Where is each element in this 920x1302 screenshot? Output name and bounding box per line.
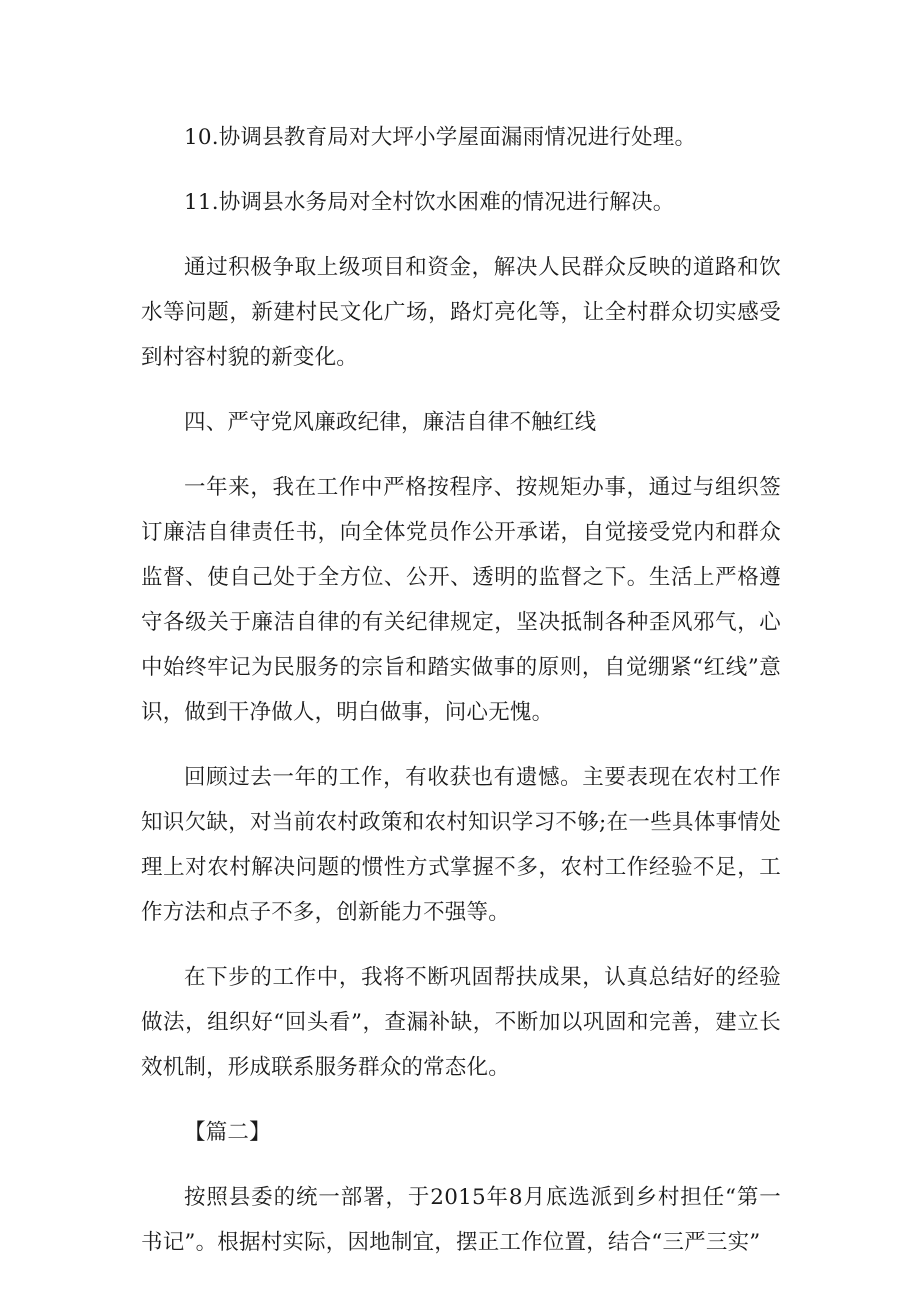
paragraph-item-10: 10.协调县教育局对大坪小学屋面漏雨情况进行处理。	[184, 125, 697, 150]
paragraph-next-steps: 在下步的工作中，我将不断巩固帮扶成果，认真总结好的经验做法，组织好“回头看”，查漏补缺，不断加以巩固和完善，建立长效机制，形成联系服务群众的常态化。	[141, 965, 781, 1080]
section-heading-discipline: 四、严守党风廉政纪律，廉洁自律不触红线	[184, 410, 597, 435]
document-body	[141, 115, 781, 1285]
paragraph-part-two-intro: 按照县委的统一部署，于2015年8月底选派到乡村担任“第一书记”。根据村实际，因地制宜，摆正工作位置，结合“三严三实”	[141, 1185, 781, 1255]
paragraph-review: 回顾过去一年的工作，有收获也有遗憾。主要表现在农村工作知识欠缺，对当前农村政策和农村知识学习不够;在一些具体事情处理上对农村解决问题的惯性方式掌握不多，农村工作经验不足，工作方法和点子不多，创新能力不强等。	[141, 765, 781, 925]
paragraph-item-11: 11.协调县水务局对全村饮水困难的情况进行解决。	[184, 190, 675, 215]
section-label-part-two: 【篇二】	[184, 1120, 271, 1145]
paragraph-self-discipline: 一年来，我在工作中严格按程序、按规矩办事，通过与组织签订廉洁自律责任书，向全体党员作公开承诺，自觉接受党内和群众监督、使自己处于全方位、公开、透明的监督之下。生活上严格遵守各级关于廉洁自律的有关纪律规定，坚决抵制各种歪风邪气，心中始终牢记为民服务的宗旨和踏实做事的原则，自觉绷紧“红线”意识，做到干净做人，明白做事，问心无愧。	[141, 475, 781, 725]
paragraph-projects-summary: 通过积极争取上级项目和资金，解决人民群众反映的道路和饮水等问题，新建村民文化广场，路灯亮化等，让全村群众切实感受到村容村貌的新变化。	[141, 255, 781, 370]
